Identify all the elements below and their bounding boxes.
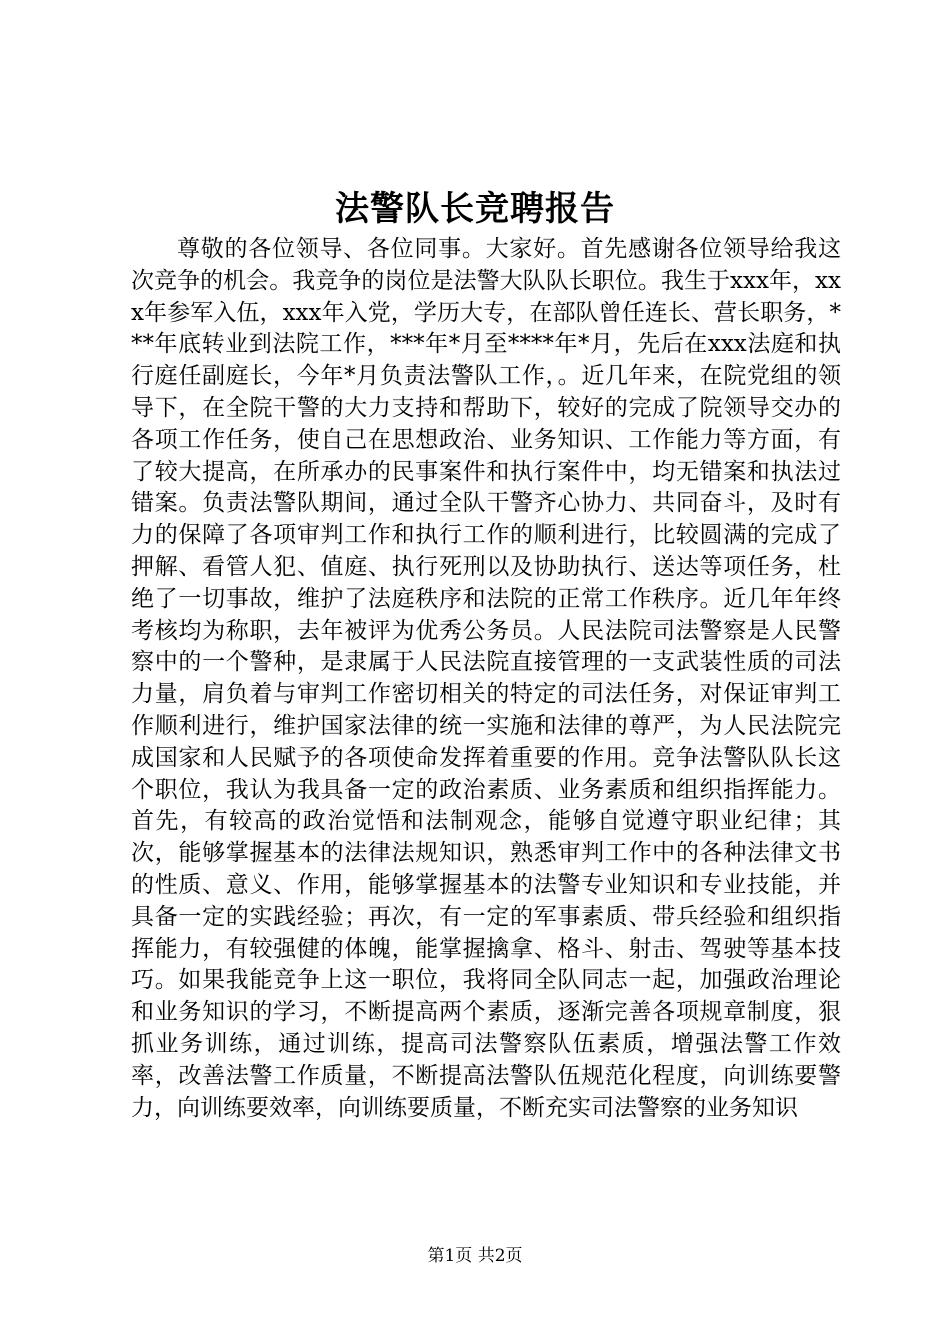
document-title: 法警队长竞聘报告 — [335, 189, 615, 229]
page-footer: 第1页 共2页 — [427, 1246, 523, 1266]
document-body-paragraph: 尊敬的各位领导、各位同事。大家好。首先感谢各位领导给我这次竞争的机会。我竞争的岗位是法警大队队长职位。我生于xxx年，xxx年参军入伍，xxx年入党，学历大专，在部队曾任连长、营长职务，***年底转业到法院工作，***年*月至****年*月，先后在xxx法庭和执行庭任副庭长，今年*月负责法警队工作，。近几年来，在院党组的领导下，在全院干警的大力支持和帮助下，较好的完成了院领导交办的各项工作任务，使自己在思想政治、业务知识、工作能力等方面，有了较大提高，在所承办的民事案件和执行案件中，均无错案和执法过错案。负责法警队期间，通过全队干警齐心协力、共同奋斗，及时有力的保障了各项审判工作和执行工作的顺利进行，比较圆满的完成了押解、看管人犯、值庭、执行死刑以及协助执行、送达等项任务，杜绝了一切事故，维护了法庭秩序和法院的正常工作秩序。近几年年终考核均为称职，去年被评为优秀公务员。人民法院司法警察是人民警察中的一个警种，是隶属于人民法院直接管理的一支武装性质的司法力量，肩负着与审判工作密切相关的特定的司法任务，对保证审判工作顺利进行，维护国家法律的统一实施和法律的尊严，为人民法院完成国家和人民赋予的各项使命发挥着重要的作用。竞争法警队队长这个职位，我认为我具备一定的政治素质、业务素质和组织指挥能力。首先，有较高的政治觉悟和法制观念，能够自觉遵守职业纪律；其次，能够掌握基本的法律法规知识，熟悉审判工作中的各种法律文书的性质、意义、作用，能够掌握基本的法警专业知识和专业技能，并具备一定的实践经验；再次，有一定的军事素质、带兵经验和组织指挥能力，有较强健的体魄，能掌握擒拿、格斗、射击、驾驶等基本技巧。如果我能竞争上这一职位，我将同全队同志一起，加强政治理论和业务知识的学习，不断提高两个素质，逐渐完善各项规章制度，狠抓业务训练，通过训练，提高司法警察队伍素质，增强法警工作效率，改善法警工作质量，不断提高法警队伍规范化程度，向训练要警力，向训练要效率，向训练要质量，不断充实司法警察的业务知识 — [131, 236, 841, 1121]
